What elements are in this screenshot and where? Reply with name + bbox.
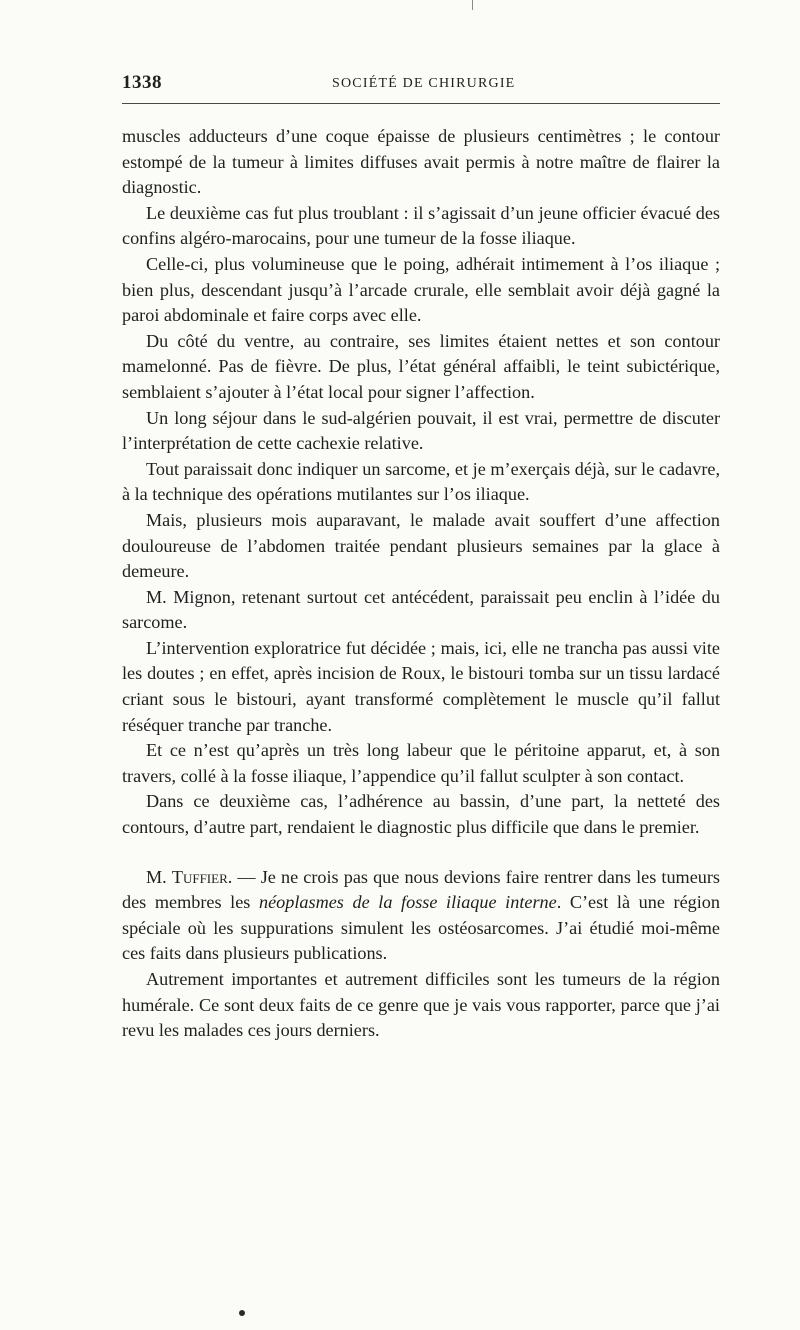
- speaker-prefix: M.: [146, 866, 172, 887]
- paragraph: Le deuxième cas fut plus troublant : il s’agissait d’un jeune officier évacué des confins algéro-marocains, pour une tumeur de la fosse iliaque.: [122, 202, 720, 249]
- speaker-separator: . —: [227, 866, 261, 887]
- paragraph: Mais, plusieurs mois auparavant, le malade avait souffert d’une affection douloureuse de l’abdomen traitée pendant plusieurs semaines par la glace à demeure.: [122, 509, 720, 582]
- paragraph: Et ce n’est qu’après un très long labeur que le péritoine apparut, et, à son travers, collé à la fosse iliaque, l’appendice qu’il fallut sculpter à son contact.: [122, 740, 720, 786]
- paragraph: Du côté du ventre, au contraire, ses limites étaient nettes et son contour mamelonné. Pas de fièvre. De plus, l’état général affaibli, le teint subictérique, semblaient s’ajouter à l’état local pour signer l’affection.: [122, 330, 720, 402]
- speaker-text-continued: . C’est là une région spéciale où les suppurations simulent les ostéosarcomes. J’ai étudié moi-même ces faits dans plusieurs publications.: [122, 892, 720, 964]
- speaker-paragraph: [122, 865, 720, 967]
- running-head: SOCIÉTÉ DE CHIRURGIE: [332, 76, 516, 91]
- paragraph: L’intervention exploratrice fut décidée ; mais, ici, elle ne trancha pas aussi vite les doutes ; en effet, après incision de Roux, le bistouri tomba sur un tissu lardacé criant sous le bistouri, ayant transformé complètement le muscle qu’il fallut réséquer tranche par tranche.: [122, 637, 720, 735]
- page-number: 1338: [122, 72, 162, 93]
- speaker-name: Tuffier: [171, 866, 228, 887]
- italic-term: néoplasmes de la fosse iliaque interne: [259, 892, 557, 913]
- paragraph: M. Mignon, retenant surtout cet antécédent, paraissait peu enclin à l’idée du sarcome.: [122, 586, 720, 633]
- speaker-text: Je ne crois pas que nous devions faire rentrer dans les tumeurs des membres les: [122, 866, 721, 913]
- header-rule: [122, 103, 720, 104]
- paragraph: Un long séjour dans le sud-algérien pouvait, il est vrai, permettre de discuter l’interprétation de cette cachexie relative.: [122, 407, 720, 454]
- closing-paragraph: Autrement importantes et autrement difficiles sont les tumeurs de la région humérale. Ce sont deux faits de ce genre que je vais vous rapporter, parce que j’ai revu les malades ces jours derniers.: [122, 969, 720, 1041]
- paragraph-continuation: muscles adducteurs d’une coque épaisse de plusieurs centimètres ; le contour estompé de la tumeur à limites diffuses avait permis à notre maître de flairer la diagnostic.: [122, 126, 720, 198]
- paragraph: Celle-ci, plus volumineuse que le poing, adhérait intimement à l’os iliaque ; bien plus, descendant jusqu’à l’arcade crurale, elle semblait avoir déjà gagné la paroi abdominale et faire corps avec elle.: [122, 253, 720, 326]
- paragraph: Dans ce deuxième cas, l’adhérence au bassin, d’une part, la netteté des contours, d’autre part, rendaient le diagnostic plus difficile que dans le premier.: [122, 791, 720, 838]
- paragraph: Tout paraissait donc indiquer un sarcome, et je m’exerçais déjà, sur le cadavre, à la technique des opérations mutilantes sur l’os iliaque.: [122, 458, 720, 505]
- top-margin-mark: [472, 0, 473, 10]
- bottom-dot-mark: [239, 1310, 245, 1316]
- body-text: [122, 124, 720, 1044]
- page-header: [122, 68, 720, 102]
